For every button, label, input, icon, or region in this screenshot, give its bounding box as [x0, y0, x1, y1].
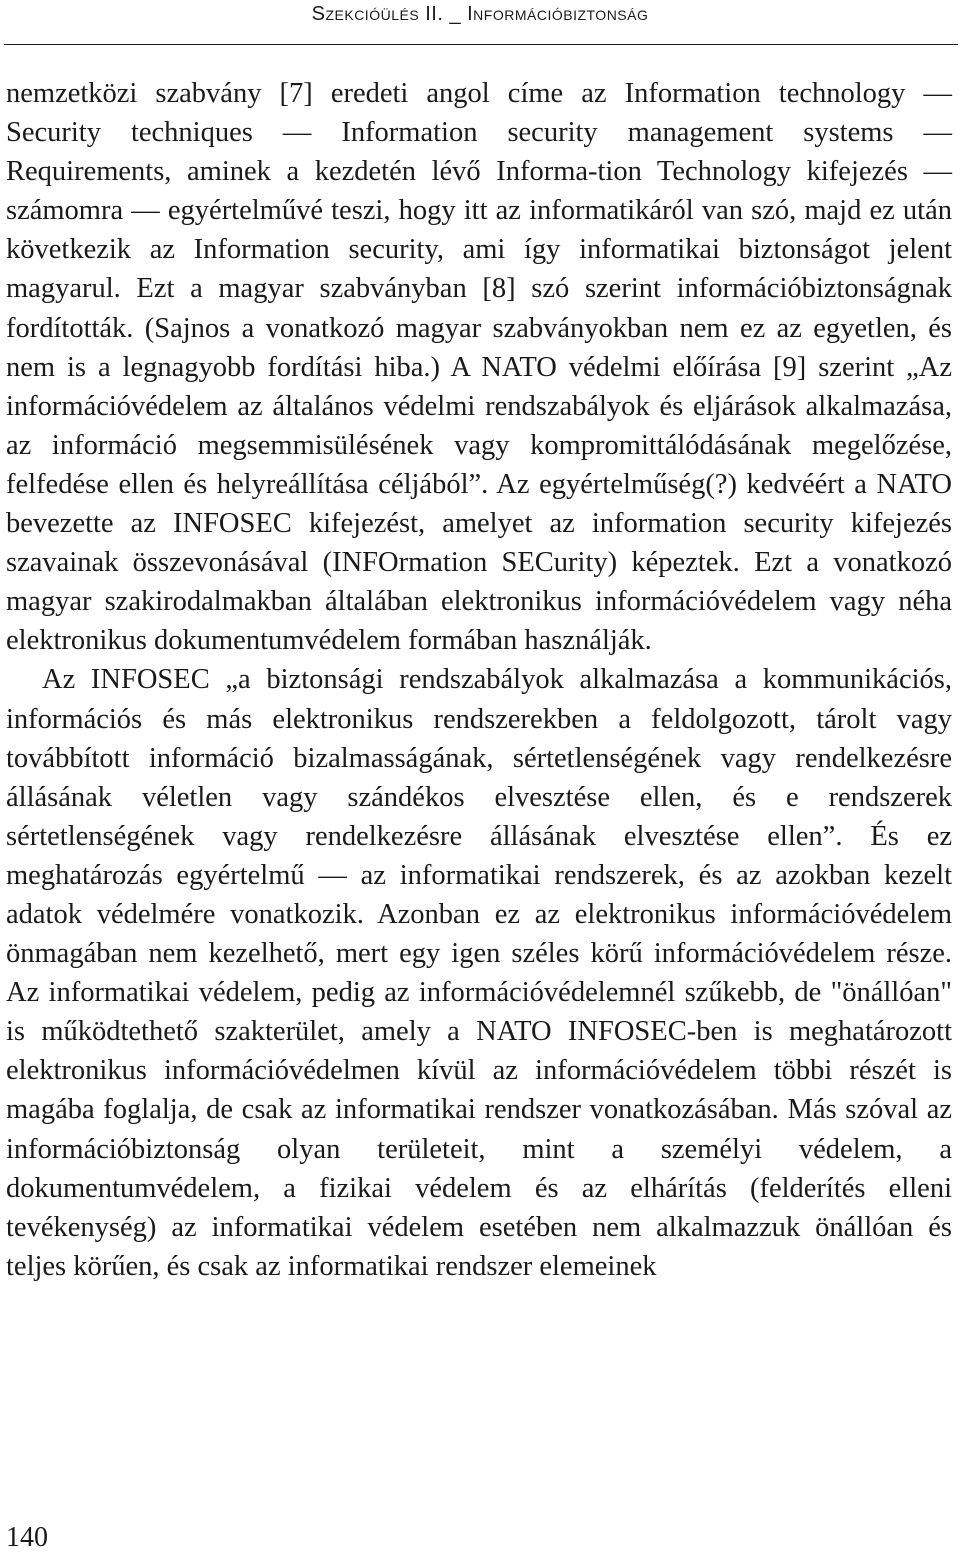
running-header: Szekcióülés II. _ Információbiztonság [311, 3, 649, 25]
paragraph: Az INFOSEC „a biztonsági rendszabályok alkalmazása a kommunikációs, információs és más elektronikus rendszerekben a feldolgozott, tárolt vagy továbbított információ bizalmasságának, sértetlenségének vagy rendelkezésre állásának véletlen vagy szándékos elvesztése ellen, és e rendszerek sértetlenségének vagy rendelkezésre állásának elvesztése ellen”. És ez meghatározás egyértelmű — az informatikai rendszerek, és az azokban kezelt adatok védelmére vonatkozik. Azonban ez az elektronikus információvédelem önmagában nem kezelhető, mert egy igen széles körű információvédelem része. Az informatikai védelem, pedig az információvédelemnél szűkebb, de "önállóan" is működtethető szakterület, amely a NATO INFOSEC-ben is meghatározott elektronikus információvédelmen kívül az információvédelem többi részét is magába foglalja, de csak az informatikai rendszer vonatkozásában. Más szóval az információbiztonság olyan területeit, mint a személyi védelem, a dokumentumvédelem, a fizikai védelem és az elhárítás (felderítés elleni tevékenység) az informatikai védelem esetében nem alkalmazzuk önállóan és teljes körűen, és csak az informatikai rendszer elemeinek [6, 664, 952, 1282]
paragraph: nemzetközi szabvány [7] eredeti angol címe az Information technology — Security techniques — Information security management systems — Requirements, aminek a kezdetén lévő Informa-tion Technology kifejezés — számomra — egyértelművé teszi, hogy itt az informatikáról van szó, majd ez után következik az Information security, ami így informatikai biztonságot jelent magyarul. Ezt a magyar szabványban [8] szó szerint információbiztonságnak fordították. (Sajnos a vonatkozó magyar szabványokban nem ez az egyetlen, és nem is a legnagyobb fordítási hiba.) A NATO védelmi előírása [9] szerint „Az információvédelem az általános védelmi rendszabályok és eljárások alkalmazása, az információ megsemmisülésének vagy kompromittálódásának megelőzése, felfedése ellen és helyreállítása céljából”. Az egyértelműség(?) kedvéért a NATO bevezette az INFOSEC kifejezést, amelyet az information security kifejezés szavainak összevonásával (INFOrmation SECurity) képeztek. Ezt a vonatkozó magyar szakirodalmakban általában elektronikus információvédelem vagy néha elektronikus dokumentumvédelem formában használják. [6, 78, 952, 657]
body-text [6, 74, 952, 1286]
page-number: 140 [6, 1522, 48, 1553]
header-divider [4, 44, 958, 45]
